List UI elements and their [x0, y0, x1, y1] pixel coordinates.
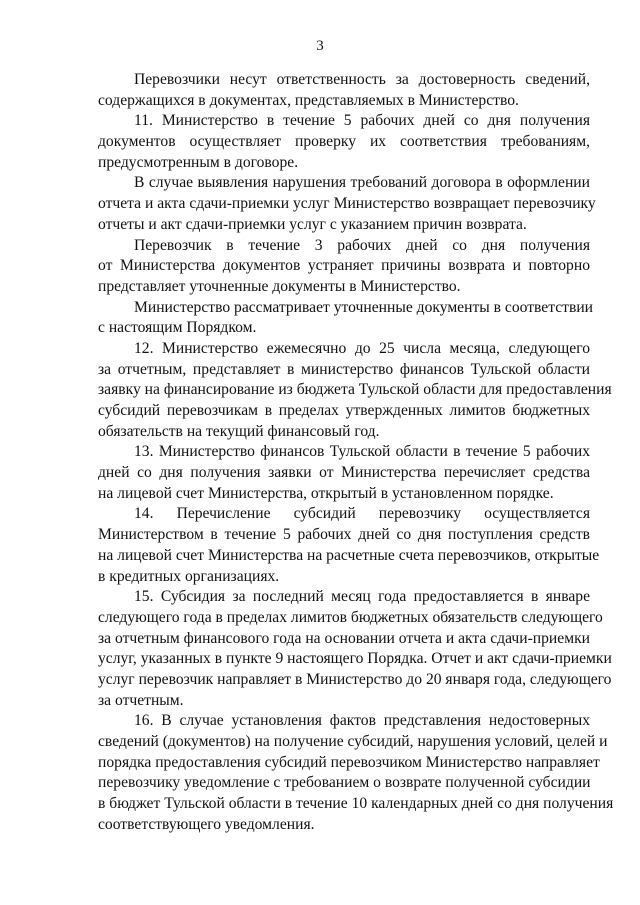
text-line: отчета и акта сдачи-приемки услуг Министерство возвращает перевозчику: [98, 195, 596, 213]
text-line: Министерство рассматривает уточненные документы в соответствии: [134, 298, 594, 316]
paragraph-carriers-responsibility: [98, 70, 590, 111]
text-line: обязательств на текущий финансовый год.: [98, 422, 380, 440]
page-number: 3: [316, 38, 324, 54]
paragraph-item-11: [98, 111, 590, 173]
text-line: услуг перевозчик направляет в Министерство до 20 января года, следующего: [98, 670, 612, 688]
text-line: услуг, указанных в пункте 9 настоящего Порядка. Отчет и акт сдачи-приемки: [98, 650, 612, 668]
text-line: соответствующего уведомления.: [98, 815, 315, 833]
paragraph-item-14: [98, 504, 600, 587]
paragraph-item-11-violations: [98, 173, 596, 235]
text-line: следующего года в пределах лимитов бюджетных обязательств следующего: [98, 608, 603, 626]
document-body: [98, 70, 614, 835]
text-line: Министерством в течение 5 рабочих дней со дня поступления средств: [98, 526, 590, 544]
text-line: порядка предоставления субсидий перевозчиком Министерство направляет: [98, 753, 600, 771]
text-line: субсидий перевозчикам в пределах утвержденных лимитов бюджетных: [98, 402, 590, 419]
text-line: 13. Министерство финансов Тульской области в течение 5 рабочих: [134, 443, 590, 461]
text-line: представляет уточненные документы в Министерство.: [98, 277, 461, 295]
text-line: за отчетным, представляет в министерство финансов Тульской области: [98, 360, 590, 378]
text-line: за отчетным.: [98, 691, 184, 709]
text-line: Перевозчик в течение 3 рабочих дней со дня получения: [134, 236, 590, 254]
text-line: 11. Министерство в течение 5 рабочих дней со дня получения: [134, 112, 590, 130]
text-line: с настоящим Порядком.: [98, 319, 257, 337]
text-line: в кредитных организациях.: [98, 567, 280, 585]
paragraph-item-11-review: [98, 298, 594, 339]
text-line: сведений (документов) на получение субсидий, нарушения условий, целей и: [98, 733, 608, 750]
text-line: Перевозчики несут ответственность за достоверность сведений,: [134, 71, 590, 88]
text-line: документов осуществляет проверку их соответствия требованиям,: [98, 133, 590, 151]
paragraph-item-12: [98, 339, 612, 442]
paragraph-item-15: [98, 587, 612, 711]
text-line: на лицевой счет Министерства, открытый в установленном порядке.: [98, 484, 554, 502]
text-line: на лицевой счет Министерства на расчетные счета перевозчиков, открытые: [98, 546, 600, 564]
text-line: 15. Субсидия за последний месяц года предоставляется в январе: [134, 588, 590, 606]
text-line: заявку на финансирование из бюджета Тульской области для предоставления: [98, 381, 612, 399]
text-line: 12. Министерство ежемесячно до 25 числа месяца, следующего: [134, 339, 590, 357]
text-line: от Министерства документов устраняет причины возврата и повторно: [98, 257, 590, 275]
paragraph-item-11-resubmission: [98, 236, 590, 298]
text-line: содержащихся в документах, представляемых в Министерство.: [98, 91, 519, 109]
text-line: в бюджет Тульской области в течение 10 календарных дней со дня получения: [98, 795, 614, 813]
text-line: предусмотренным в договоре.: [98, 153, 299, 171]
paragraph-item-13: [98, 442, 590, 504]
text-line: дней со дня получения заявки от Министерства перечисляет средства: [98, 464, 590, 482]
text-line: 14. Перечисление субсидий перевозчику осуществляется: [134, 505, 590, 523]
text-line: В случае выявления нарушения требований договора в оформлении: [134, 174, 590, 192]
text-line: перевозчику уведомление с требованием о возврате полученной субсидии: [98, 774, 591, 792]
text-line: 16. В случае установления фактов представления недостоверных: [134, 712, 590, 730]
text-line: отчеты и акт сдачи-приемки услуг с указанием причин возврата.: [98, 215, 527, 233]
text-line: за отчетным финансового года на основании отчета и акта сдачи-приемки: [98, 629, 590, 647]
paragraph-item-16: [98, 711, 614, 835]
